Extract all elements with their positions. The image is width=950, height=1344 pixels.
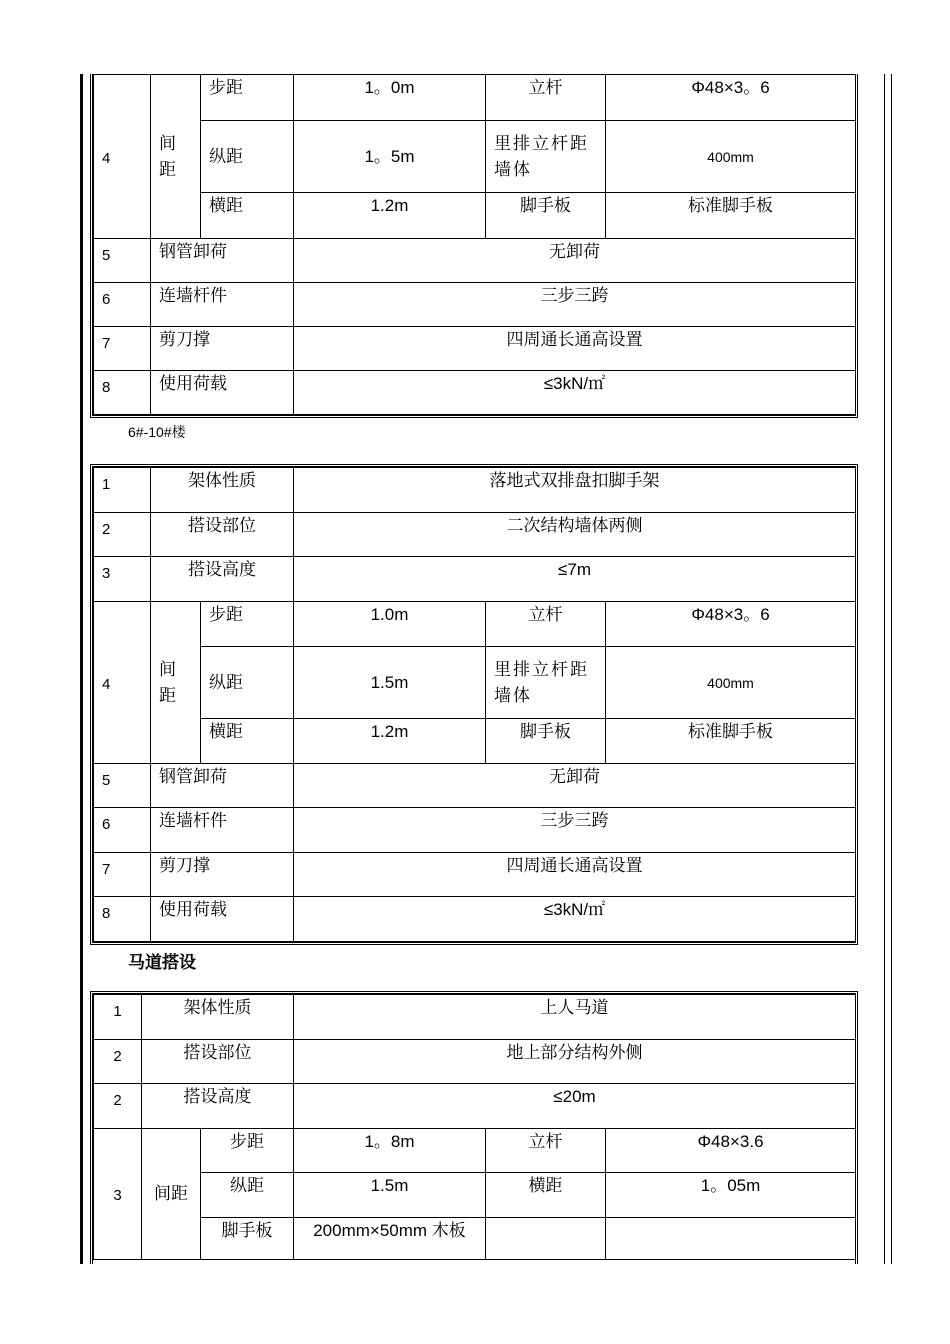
row-label: 架体性质 <box>142 995 294 1040</box>
sub-value: 1.5m <box>294 1173 486 1218</box>
row-label: 间距 <box>151 75 201 239</box>
sub-key-2: 立杆 <box>486 75 606 121</box>
table-row <box>94 468 856 513</box>
row-number: 6 <box>94 283 151 327</box>
sub-key-2 <box>486 1218 606 1260</box>
sub-key-2: 脚手板 <box>486 719 606 764</box>
table-row <box>94 283 856 327</box>
sub-value: 1。5m <box>294 121 486 193</box>
row-value: ≤7m <box>294 557 856 602</box>
row-number: 1 <box>94 995 142 1040</box>
row-number: 1 <box>94 468 151 513</box>
sub-key-2: 立杆 <box>486 1129 606 1173</box>
row-value: 无卸荷 <box>294 239 856 283</box>
table-row <box>94 1129 856 1173</box>
sub-key-2: 立杆 <box>486 602 606 647</box>
row-value: ≤20m <box>294 1084 856 1129</box>
row-label: 搭设高度 <box>142 1084 294 1129</box>
row-number: 8 <box>94 371 151 415</box>
row-number: 7 <box>94 327 151 371</box>
row-label: 架体性质 <box>151 468 294 513</box>
sub-value-2: Φ48×3。6 <box>606 75 856 121</box>
sub-value-2: 标准脚手板 <box>606 193 856 239</box>
row-value: 落地式双排盘扣脚手架 <box>294 468 856 513</box>
row-label: 剪刀撑 <box>151 853 294 897</box>
row-number: 3 <box>94 557 151 602</box>
row-number: 2 <box>94 1040 142 1084</box>
sub-key: 纵距 <box>201 121 294 193</box>
table-row <box>94 647 856 719</box>
table-row <box>94 995 856 1040</box>
sub-key: 步距 <box>201 75 294 121</box>
row-number: 2 <box>94 513 151 557</box>
sub-key: 横距 <box>201 193 294 239</box>
table-row <box>94 513 856 557</box>
row-number: 8 <box>94 897 151 942</box>
sub-value-2: 1。05m <box>606 1173 856 1218</box>
sub-value: 200mm×50mm 木板 <box>294 1218 486 1260</box>
table-row <box>94 75 856 121</box>
row-label: 搭设部位 <box>151 513 294 557</box>
row-label: 间距 <box>142 1129 201 1260</box>
row-number: 4 <box>94 602 151 764</box>
table-row <box>94 1173 856 1218</box>
sub-value: 1。0m <box>294 75 486 121</box>
row-label: 使用荷载 <box>151 897 294 942</box>
page-rule-right <box>884 74 885 1264</box>
row-value: 四周通长通高设置 <box>294 327 856 371</box>
table-row <box>94 719 856 764</box>
row-number: 3 <box>94 1129 142 1260</box>
row-number: 6 <box>94 808 151 853</box>
table-row <box>94 602 856 647</box>
sub-key-2: 脚手板 <box>486 193 606 239</box>
row-label: 间距 <box>151 602 201 764</box>
section-heading: 马道搭设 <box>128 953 196 973</box>
table-row <box>94 897 856 942</box>
sub-key: 纵距 <box>201 647 294 719</box>
row-label: 连墙杆件 <box>151 808 294 853</box>
table-row <box>94 1040 856 1084</box>
section-caption: 6#-10#楼 <box>128 424 186 440</box>
sub-value-2: Φ48×3。6 <box>606 602 856 647</box>
sub-value: 1.0m <box>294 602 486 647</box>
row-value: 四周通长通高设置 <box>294 853 856 897</box>
row-value: ≤3kN/㎡ <box>294 371 856 415</box>
row-label: 使用荷载 <box>151 371 294 415</box>
row-label: 剪刀撑 <box>151 327 294 371</box>
table-row <box>94 239 856 283</box>
row-label: 搭设高度 <box>151 557 294 602</box>
sub-key: 步距 <box>201 602 294 647</box>
sub-value-2: Φ48×3.6 <box>606 1129 856 1173</box>
sub-key-2: 里排立杆距墙体 <box>486 121 606 193</box>
sub-value: 1。8m <box>294 1129 486 1173</box>
spec-table-1 <box>93 74 856 415</box>
row-number: 4 <box>94 75 151 239</box>
sub-value-2 <box>606 1218 856 1260</box>
table-row <box>94 193 856 239</box>
sub-value: 1.2m <box>294 193 486 239</box>
row-value: 地上部分结构外侧 <box>294 1040 856 1084</box>
table-row <box>94 1084 856 1129</box>
sub-key: 纵距 <box>201 1173 294 1218</box>
row-number: 5 <box>94 764 151 808</box>
row-label: 连墙杆件 <box>151 283 294 327</box>
row-value: 三步三跨 <box>294 808 856 853</box>
table-row <box>94 853 856 897</box>
row-value: 三步三跨 <box>294 283 856 327</box>
row-number: 5 <box>94 239 151 283</box>
row-value: 上人马道 <box>294 995 856 1040</box>
table-row <box>94 1218 856 1260</box>
row-value: ≤3kN/㎡ <box>294 897 856 942</box>
sub-key: 横距 <box>201 719 294 764</box>
table-row <box>94 557 856 602</box>
table-row <box>94 808 856 853</box>
row-number: 2 <box>94 1084 142 1129</box>
spec-table-2 <box>93 467 856 942</box>
row-label: 钢管卸荷 <box>151 239 294 283</box>
spec-table-3 <box>93 994 856 1260</box>
table-row <box>94 327 856 371</box>
sub-key: 脚手板 <box>201 1218 294 1260</box>
table-row <box>94 371 856 415</box>
sub-key-2: 横距 <box>486 1173 606 1218</box>
table-row <box>94 764 856 808</box>
row-value: 无卸荷 <box>294 764 856 808</box>
row-value: 二次结构墙体两侧 <box>294 513 856 557</box>
row-label: 搭设部位 <box>142 1040 294 1084</box>
row-number: 7 <box>94 853 151 897</box>
sub-key: 步距 <box>201 1129 294 1173</box>
sub-value-2: 400mm <box>606 647 856 719</box>
table-row <box>94 121 856 193</box>
sub-value: 1.2m <box>294 719 486 764</box>
sub-value-2: 标准脚手板 <box>606 719 856 764</box>
row-label: 钢管卸荷 <box>151 764 294 808</box>
sub-value: 1.5m <box>294 647 486 719</box>
sub-key-2: 里排立杆距墙体 <box>486 647 606 719</box>
sub-value-2: 400mm <box>606 121 856 193</box>
